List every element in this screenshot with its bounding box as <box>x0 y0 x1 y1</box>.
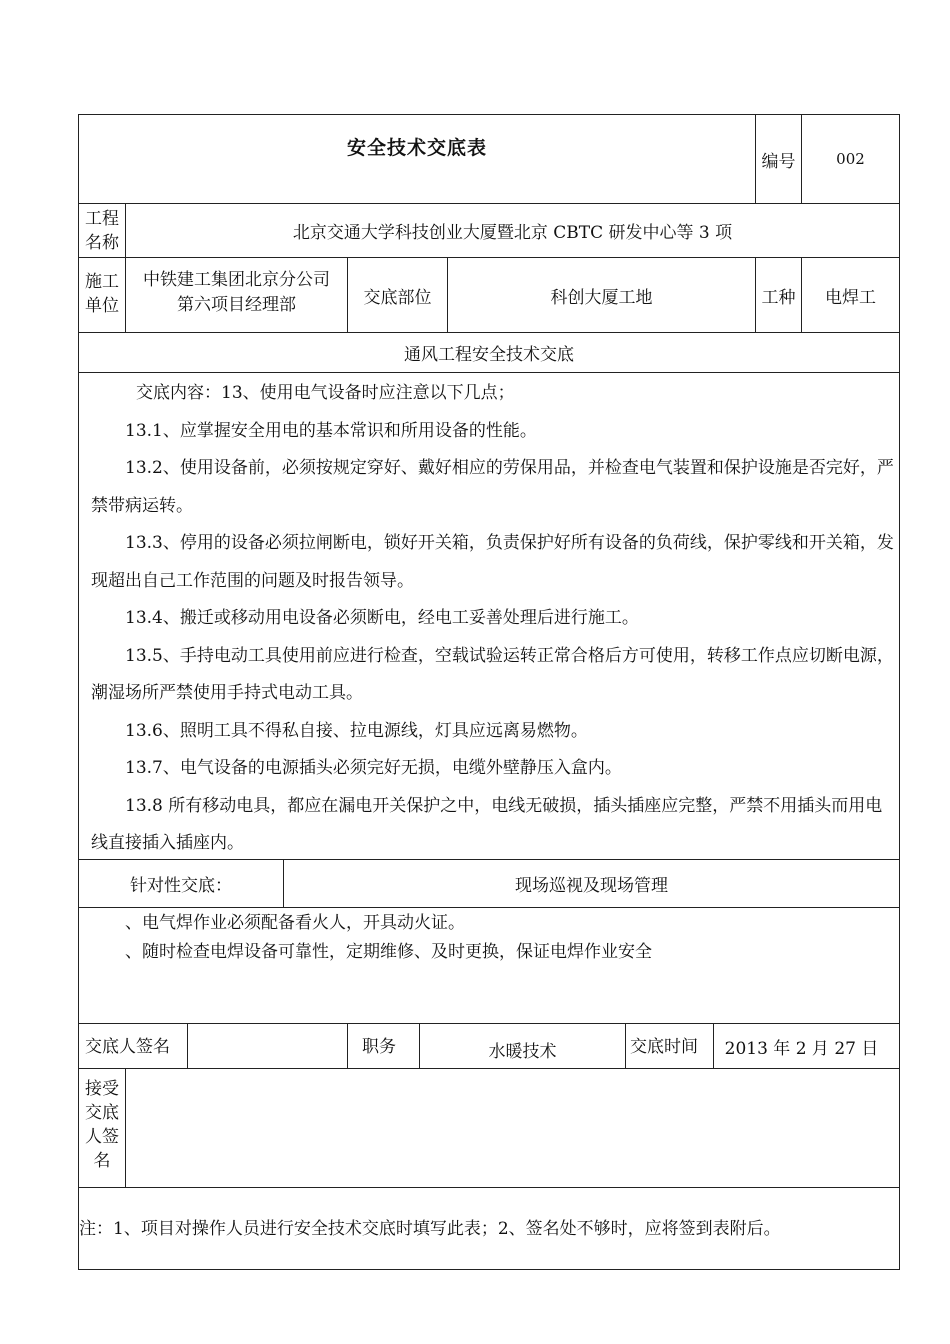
content-item: 13.2、使用设备前，必须按规定穿好、戴好相应的劳保用品，并检查电气装置和保护设施是否完好，严禁带病运转。 <box>91 458 894 516</box>
project-name-label-line-1: 工程 <box>85 209 119 229</box>
receiver-label <box>79 1068 125 1187</box>
briefing-content <box>79 372 899 859</box>
receiver-label-line-1: 接受 <box>85 1079 119 1099</box>
targeted-item: 、随时检查电焊设备可靠性，定期维修、及时更换，保证电焊作业安全 <box>125 942 652 962</box>
targeted-label: 针对性交底： <box>79 859 283 907</box>
content-item: 13.7、电气设备的电源插头必须完好无损，电缆外壁静压入盒内。 <box>125 758 622 778</box>
number-label: 编号 <box>755 115 801 203</box>
time-value: 2013 年 2 月 27 日 <box>713 1023 899 1068</box>
construction-unit-label-line-1: 施工 <box>85 272 119 292</box>
targeted-value: 现场巡视及现场管理 <box>283 859 899 907</box>
receiver-signature-area[interactable] <box>125 1068 899 1187</box>
content-item: 13.6、照明工具不得私自接、拉电源线，灯具应远离易燃物。 <box>125 720 588 741</box>
construction-unit-line-2: 第六项目经理部 <box>177 295 296 315</box>
position-value: 水暖技术 <box>419 1023 625 1068</box>
project-name-value: 北京交通大学科技创业大厦暨北京 CBTC 研发中心等 3 项 <box>125 203 899 257</box>
construction-unit-value <box>125 257 347 332</box>
safety-briefing-form <box>78 114 900 1270</box>
project-name-label-line-2: 名称 <box>85 233 119 253</box>
footer-note: 注：1、项目对操作人员进行安全技术交底时填写此表；2、签名处不够时，应将签到表附后。 <box>79 1187 899 1269</box>
section-title: 通风工程安全技术交底 <box>79 332 899 372</box>
targeted-content <box>79 907 899 1023</box>
position-label: 职务 <box>347 1023 419 1068</box>
content-item: 13.4、搬迁或移动用电设备必须断电，经电工妥善处理后进行施工。 <box>125 608 639 628</box>
targeted-item: 、电气焊作业必须配备看火人，开具动火证。 <box>125 913 465 933</box>
project-name-label <box>79 203 125 257</box>
form-title: 安全技术交底表 <box>346 137 487 159</box>
content-item: 13.8 所有移动电具，都应在漏电开关保护之中，电线无破损，插头插座应完整，严禁不用插头而用电线直接插入插座内。 <box>91 795 883 853</box>
content-intro: 交底内容：13、使用电气设备时应注意以下几点； <box>136 383 515 403</box>
discloser-label: 交底人签名 <box>79 1023 187 1068</box>
discloser-signature[interactable] <box>187 1023 347 1068</box>
location-value: 科创大厦工地 <box>447 257 755 332</box>
receiver-label-line-4: 名 <box>93 1151 111 1171</box>
receiver-label-line-2: 交底 <box>85 1103 119 1123</box>
trade-label: 工种 <box>755 257 801 332</box>
time-label: 交底时间 <box>625 1023 713 1068</box>
receiver-label-line-3: 人签 <box>85 1127 119 1147</box>
trade-value: 电焊工 <box>801 257 899 332</box>
content-item: 13.3、停用的设备必须拉闸断电，锁好开关箱，负责保护好所有设备的负荷线，保护零线和开关箱，发现超出自己工作范围的问题及时报告领导。 <box>91 533 894 591</box>
location-label: 交底部位 <box>347 257 447 332</box>
construction-unit-line-1: 中铁建工集团北京分公司 <box>143 270 330 290</box>
content-item: 13.1、应掌握安全用电的基本常识和所用设备的性能。 <box>125 420 537 441</box>
construction-unit-label-line-2: 单位 <box>85 296 119 316</box>
construction-unit-label <box>79 257 125 332</box>
form-title-cell <box>79 115 755 203</box>
number-value: 002 <box>801 115 899 203</box>
content-item: 13.5、手持电动工具使用前应进行检查，空载试验运转正常合格后方可使用，转移工作点应切断电源，潮湿场所严禁使用手持式电动工具。 <box>91 645 894 703</box>
